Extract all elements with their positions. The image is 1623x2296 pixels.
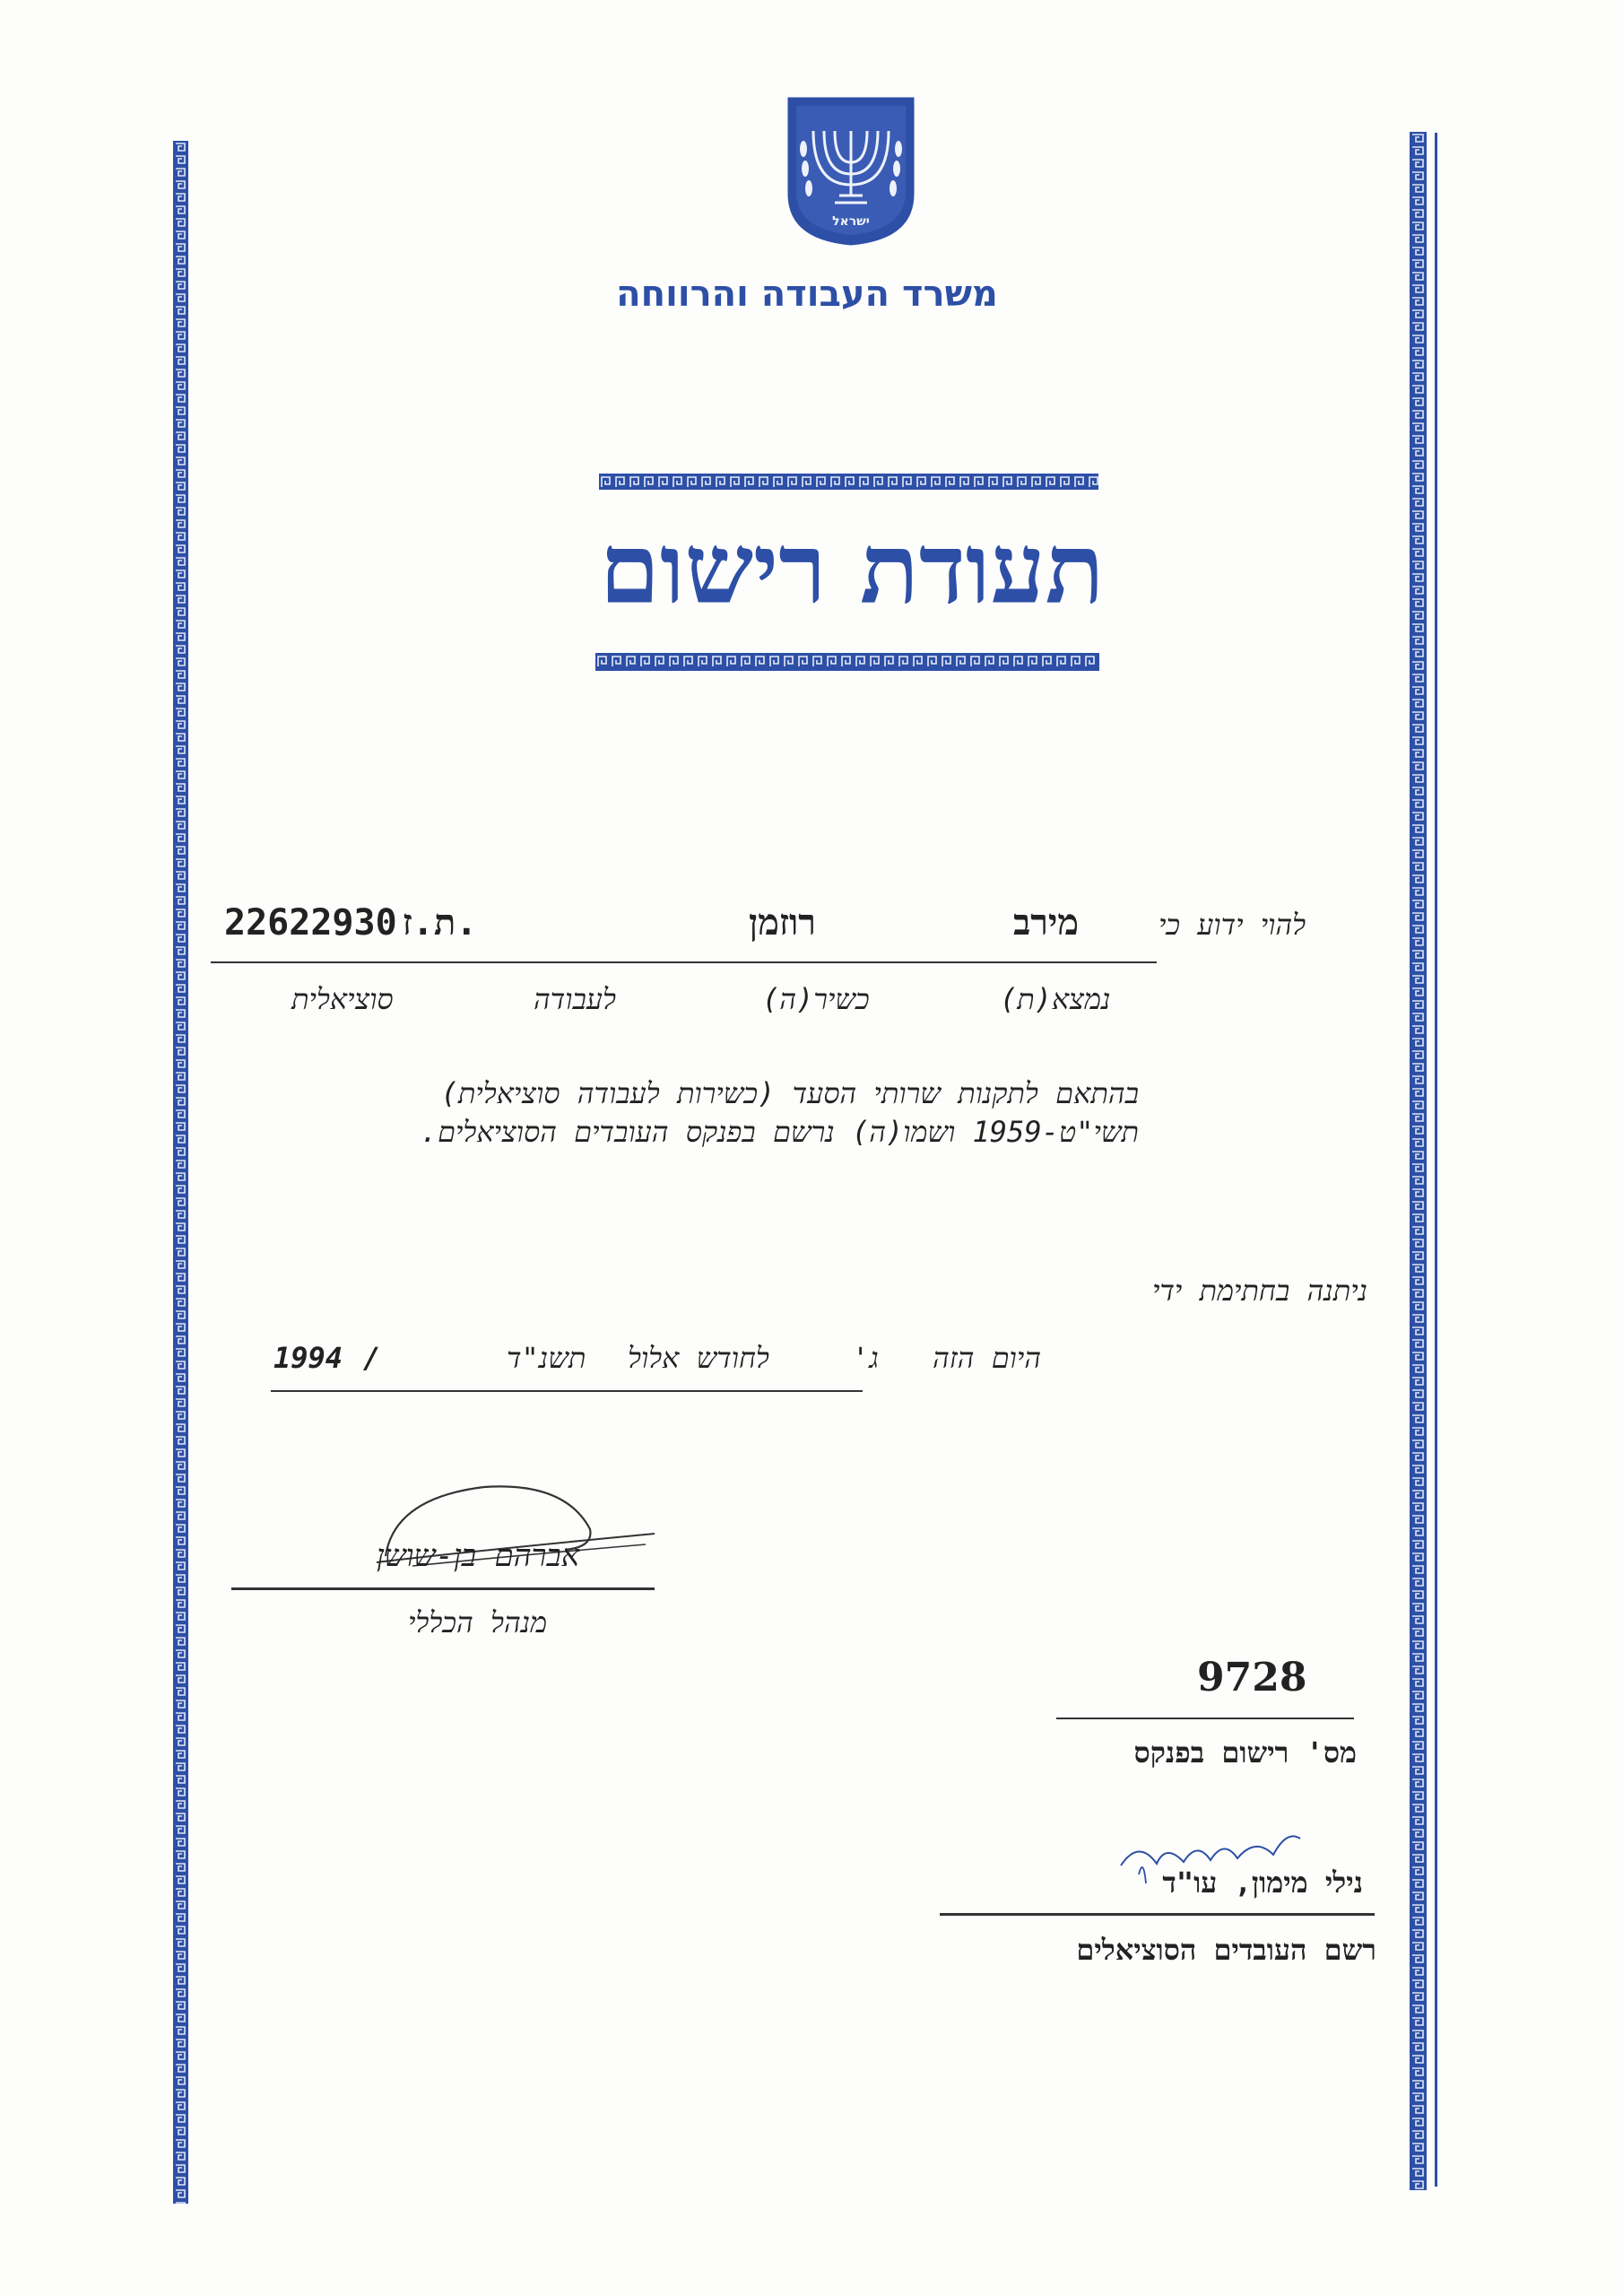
registrar-title: רשם העובדים הסוציאלים <box>1076 1933 1376 1967</box>
field-label: סוציאלית <box>291 982 394 1016</box>
emblem-label: ישראל <box>832 214 870 229</box>
director-name: אברהם בן-שושן <box>377 1538 580 1574</box>
date-hebrew-year: תשנ"ד <box>507 1341 586 1375</box>
body-text-line2: תשי"ט-1959 ושמו(ה) נרשם בפנקס העובדים הסוציאלים. <box>420 1115 1139 1149</box>
right-thin-rule <box>1435 133 1437 2187</box>
ministry-name: משרד העבודה והרווחה <box>616 274 998 315</box>
found-label: נמצא(ת) <box>1000 982 1111 1016</box>
date-day: ג' <box>852 1341 879 1375</box>
date-prefix: היום הזה <box>933 1341 1041 1375</box>
id-number: 22622930 <box>224 902 397 944</box>
title-bottom-ornament <box>595 653 1099 671</box>
registration-underline <box>1056 1718 1354 1719</box>
date-separator: / <box>363 1341 381 1375</box>
id-number-group <box>224 901 477 944</box>
intro-text: להוי ידוע כי <box>1159 908 1306 942</box>
registration-number: 9728 <box>1197 1655 1307 1700</box>
state-emblem-icon <box>785 95 916 248</box>
for-work-label: לעבודה <box>534 982 616 1016</box>
first-name: מירב <box>1013 902 1080 944</box>
left-border-ornament <box>173 141 188 2204</box>
name-underline <box>211 961 1157 963</box>
registrar-name: נילי מימון, עו"ד <box>1162 1866 1363 1900</box>
director-title: מנהל הכללי <box>408 1605 548 1639</box>
date-underline <box>271 1390 863 1392</box>
registration-number-label: מס' רישום בפנקס <box>1133 1735 1357 1770</box>
date-year: 1994 <box>273 1341 343 1375</box>
director-signature-line <box>231 1587 655 1590</box>
qualified-label: כשיר(ה) <box>762 982 870 1016</box>
last-name: רוזמן <box>749 902 816 944</box>
title-top-ornament <box>599 474 1098 490</box>
right-border-ornament <box>1410 132 1427 2190</box>
registrar-signature-line <box>940 1913 1375 1916</box>
id-label: ת.ז. <box>402 902 478 944</box>
given-by-label: ניתנה בחתימת ידי <box>1151 1274 1367 1308</box>
date-month: לחודש אלול <box>628 1341 769 1375</box>
body-text-line1: בהתאם לתקנות שרותי הסעד (כשירות לעבודה סוציאלית) <box>440 1076 1139 1110</box>
certificate-title: תעודת רישום <box>599 513 1105 626</box>
